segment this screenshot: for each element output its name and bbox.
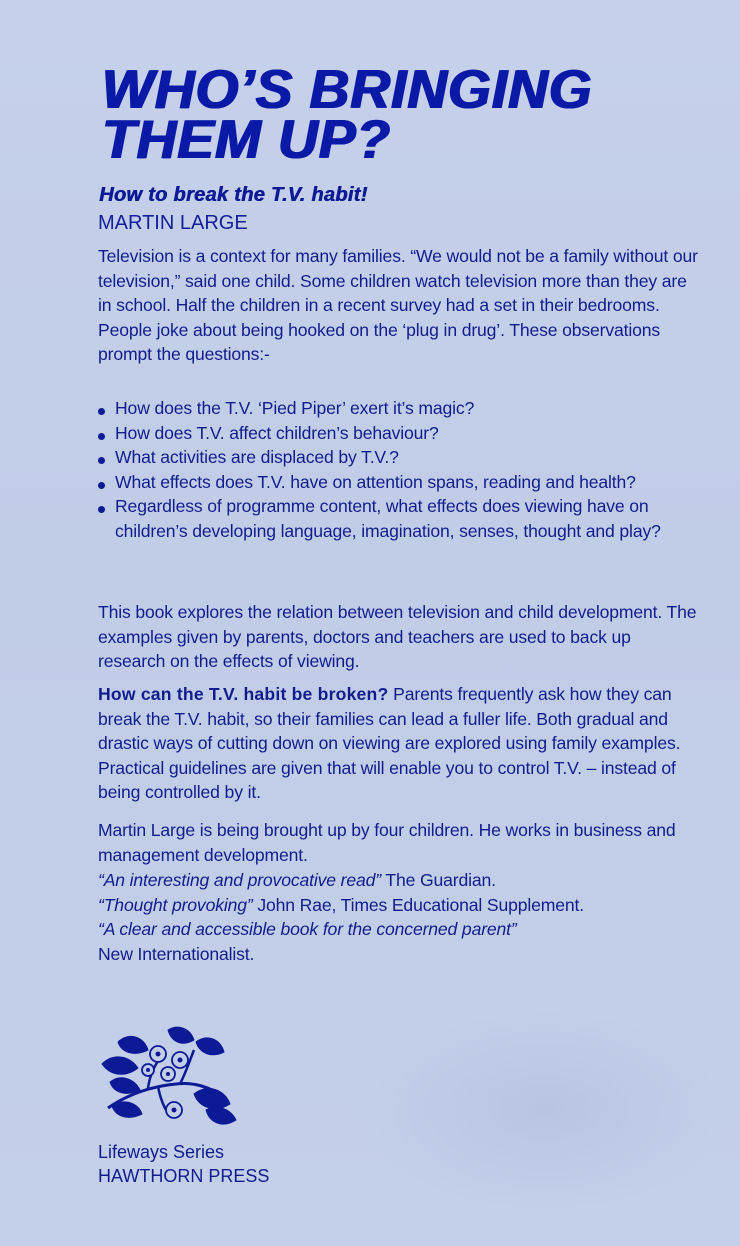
break-paragraph	[98, 682, 698, 805]
bullet-dot	[98, 506, 105, 513]
review-quote: “A clear and accessible book for the concerned parent”	[98, 919, 517, 940]
review-quote: “An interesting and provocative read”	[98, 870, 381, 890]
publisher-name: HAWTHORN PRESS	[98, 1166, 270, 1186]
series-name: Lifeways Series	[98, 1142, 225, 1162]
question-text: Regardless of programme content, what effects does viewing have on children’s developing language, imagination, senses, thought and play?	[115, 496, 661, 541]
review-line	[98, 893, 698, 918]
bullet-dot	[98, 408, 105, 415]
hawthorn-branch-icon	[98, 1024, 240, 1132]
question-text: What activities are displaced by T.V.?	[115, 447, 399, 468]
break-text: Parents frequently ask how they can break the T.V. habit, so their families can lead a fuller life. Both gradual and drastic ways of cutting down on viewing are explored using family examples. Practical guidelines are given that will enable you to control T.V. – instead of being controlled by it.	[98, 684, 681, 803]
bullet-dot	[98, 482, 105, 489]
question-text: What effects does T.V. have on attention spans, reading and health?	[115, 471, 636, 492]
review-quote: “Thought provoking”	[98, 894, 253, 915]
review-line	[98, 868, 698, 893]
book-subtitle: How to break the T.V. habit!	[99, 184, 368, 206]
list-item	[98, 421, 698, 446]
list-item	[98, 396, 698, 421]
title-line-2: THEM UP?	[101, 108, 391, 170]
list-item	[98, 445, 698, 470]
author-bio: Martin Large is being brought up by four children. He works in business and management development.	[98, 820, 676, 865]
review-quotes	[98, 868, 698, 966]
review-line	[98, 942, 698, 967]
book-title	[101, 58, 721, 170]
title-line-1: WHO’S BRINGING	[101, 58, 592, 120]
break-heading: How can the T.V. habit be broken?	[98, 684, 389, 704]
list-item	[98, 494, 698, 543]
question-text: How does T.V. affect children’s behaviour?	[115, 422, 439, 443]
bullet-dot	[98, 457, 105, 464]
list-item	[98, 470, 698, 495]
intro-paragraph: Television is a context for many families. “We would not be a family without our television,” said one child. Some children watch television more than they are in school. Half the children in a recent survey had a set in their bedrooms. People joke about being hooked on the ‘plug in drug’. These observations prompt the questions:-	[98, 246, 698, 365]
review-source: New Internationalist.	[98, 943, 255, 964]
bullet-dot	[98, 433, 105, 440]
review-line	[98, 917, 698, 942]
question-text: How does the T.V. ‘Pied Piper’ exert it’s magic?	[115, 398, 475, 418]
review-source: John Rae, Times Educational Supplement.	[252, 894, 585, 915]
show-through-shadow	[360, 1010, 730, 1210]
review-source: The Guardian.	[380, 870, 496, 890]
explores-paragraph: This book explores the relation between television and child development. The examples given by parents, doctors and teachers are used to back up research on the effects of viewing.	[98, 602, 697, 672]
question-list	[98, 396, 698, 544]
author-name: MARTIN LARGE	[98, 212, 248, 234]
